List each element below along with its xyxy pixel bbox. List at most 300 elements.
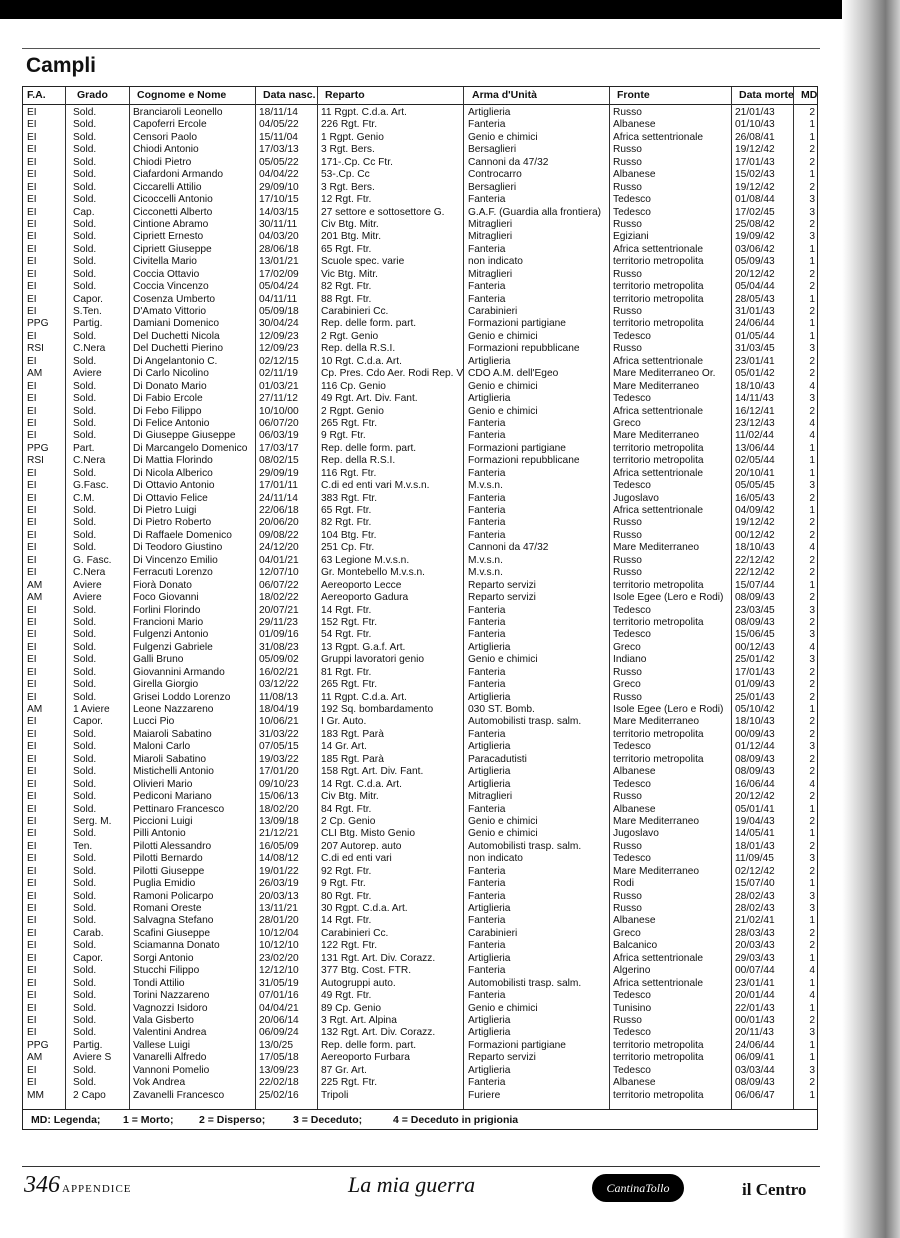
table-cell: Grisei Loddo Lorenzo [133,691,231,703]
table-cell: Artiglieria [468,741,511,753]
table-cell: Genio e chimici [468,131,538,143]
table-cell: Fanteria [468,281,506,293]
table-cell: Di Carlo Nicolino [133,368,209,380]
table-cell: Automobilisti trasp. salm. [468,840,582,852]
table-cell: Cintione Abramo [133,218,209,230]
table-cell: Capoferri Ercole [133,119,207,131]
table-cell: Cannoni da 47/32 [468,156,549,168]
table-cell: 82 Rgt. Ftr. [321,281,372,293]
table-cell: 10/12/04 [259,927,299,939]
table-cell: Cap. [73,206,95,218]
table-cell: Fanteria [468,616,506,628]
table-row [23,841,817,853]
table-cell: Fanteria [468,728,506,740]
table-cell: 18/02/20 [259,803,299,815]
table-cell: 22/12/42 [735,567,775,579]
table-cell: 29/09/10 [259,181,299,193]
table-cell: Automobilisti trasp. salm. [468,977,582,989]
table-cell: 19/12/42 [735,517,775,529]
table-cell: Fanteria [468,119,506,131]
table-cell: 3 [809,1027,815,1039]
table-cell: Sold. [73,691,97,703]
table-cell: PPG [27,318,49,330]
table-body [23,107,817,1102]
table-cell: 14/08/12 [259,853,299,865]
table-cell: 28/06/18 [259,243,299,255]
table-cell: 49 Rgt. Art. Div. Fant. [321,393,418,405]
table-cell: 21/12/21 [259,828,299,840]
table-cell: 2 [809,716,815,728]
table-cell: S.Ten. [73,306,102,317]
table-cell: Sold. [73,467,97,479]
table-cell: 3 [809,393,815,405]
table-cell: Fanteria [468,990,506,1002]
table-cell: 05/04/44 [735,281,775,293]
table-row [23,281,817,293]
table-cell: 22/06/18 [259,505,299,516]
table-cell: 04/04/22 [259,169,299,181]
table-cell: Fanteria [468,865,506,877]
table-cell: 18/01/43 [735,840,775,852]
table-cell: EI [27,268,37,280]
table-cell: EI [27,915,37,927]
table-cell: 04/03/20 [259,231,299,243]
table-cell: 08/09/43 [735,616,775,628]
table-cell: Artiglieria [468,393,511,405]
table-cell: 1 [809,878,815,890]
table-cell: 11/08/13 [259,691,298,703]
table-cell: 20/01/44 [735,990,775,1002]
table-cell: Carabinieri Cc. [321,927,389,939]
table-cell: Albanese [613,766,656,778]
table-row [23,1027,817,1039]
table-cell: Sold. [73,666,97,678]
table-cell: Leone Nazzareno [133,704,214,715]
table-cell: 25/02/16 [259,1089,299,1101]
table-cell: Africa settentrionale [613,355,704,367]
column-header: Grado [77,89,108,101]
table-cell: Russo [613,156,642,168]
table-cell: Stucchi Filippo [133,965,200,977]
table-cell: EI [27,218,37,230]
table-row [23,157,817,169]
table-cell: Mare Mediterraneo [613,865,700,877]
table-cell: EI [27,616,37,628]
table-cell: 30/04/24 [259,318,299,330]
table-cell: Pettinaro Francesco [133,803,225,815]
page-number-value: 346 [24,1172,60,1198]
table-cell: Di Fabio Ercole [133,393,203,405]
table-cell: Sold. [73,542,97,554]
table-cell: 2 [809,766,815,778]
table-row [23,1090,817,1102]
table-cell: 04/05/22 [259,119,299,131]
table-cell: 152 Rgt. Ftr. [321,616,378,628]
table-cell: Vagnozzi Isidoro [133,1002,208,1014]
table-cell: 207 Autorep. auto [321,840,402,852]
table-cell: 28/05/43 [735,293,775,305]
table-cell: Rep. delle form. part. [321,442,417,454]
table-cell: 14 Rgt. C.d.a. Art. [321,778,402,790]
table-cell: Tedesco [613,741,651,753]
table-cell: Mitraglieri [468,218,513,230]
table-cell: Genio e chimici [468,1002,538,1014]
table-cell: 09/08/22 [259,529,299,541]
table-row [23,144,817,156]
table-row [23,629,817,641]
table-cell: 01/05/44 [735,330,775,342]
table-cell: EI [27,965,37,977]
table-cell: 12/07/10 [259,567,299,579]
table-cell: 08/09/43 [735,753,775,765]
table-row [23,1040,817,1052]
table-cell: 1 [809,952,815,964]
column-header: Arma d'Unità [472,89,537,101]
table-cell: 2 [809,592,815,604]
table-cell: Aviere [73,592,102,604]
table-cell: C.M. [73,492,95,504]
table-cell: 18/02/22 [259,592,299,604]
table-cell: 12/09/23 [259,343,299,355]
table-cell: Fanteria [468,194,506,206]
table-cell: Fanteria [468,505,506,516]
table-cell: 14 Gr. Art. [321,741,367,753]
table-row [23,231,817,243]
table-cell: M.v.s.n. [468,554,503,566]
table-cell: 9 Rgt. Ftr. [321,878,366,890]
table-cell: Sold. [73,268,97,280]
table-cell: Sciamanna Donato [133,940,220,952]
table-cell: 4 [809,542,815,554]
table-cell: Carab. [73,927,104,939]
table-cell: 12 Rgt. Ftr. [321,194,372,206]
table-cell: Fanteria [468,1077,506,1089]
table-cell: Capor. [73,952,104,964]
table-header [23,87,817,105]
table-cell: Tedesco [613,604,651,616]
table-cell: Tripoli [321,1089,349,1101]
table-cell: EI [27,393,37,405]
table-cell: Partig. [73,318,103,330]
table-cell: territorio metropolita [613,1089,704,1101]
table-cell: 1 [809,256,815,268]
table-cell: Fanteria [468,492,506,504]
table-cell: EI [27,1064,37,1076]
table-cell: 3 [809,903,815,914]
table-cell: territorio metropolita [613,256,704,268]
table-cell: EI [27,380,37,392]
table-row [23,194,817,206]
table-cell: Damiani Domenico [133,318,220,330]
table-cell: Russo [613,666,642,678]
table-cell: 24/11/14 [259,492,298,504]
table-cell: Russo [613,903,642,914]
table-cell: 16/05/43 [735,492,775,504]
table-cell: 4 [809,380,815,392]
table-cell: 15/02/43 [735,169,775,181]
title-rule [22,48,820,49]
table-row [23,306,817,318]
table-cell: EI [27,666,37,678]
table-cell: 11/02/44 [735,430,774,442]
table-cell: 4 [809,641,815,653]
table-cell: EI [27,256,37,268]
table-cell: Civ Btg. Mitr. [321,791,379,803]
table-cell: 13/0/25 [259,1039,293,1051]
table-cell: 05/10/42 [735,704,775,715]
table-cell: 16/12/41 [735,405,775,417]
table-cell: 18/10/43 [735,542,775,554]
table-cell: Pilotti Alessandro [133,840,212,852]
table-cell: Tondi Attilio [133,977,185,989]
table-cell: 12/12/10 [259,965,299,977]
table-cell: EI [27,828,37,840]
table-cell: Tedesco [613,480,651,492]
table-cell: 20/03/43 [735,940,775,952]
table-cell: 63 Legione M.v.s.n. [321,554,410,566]
md-legend [23,1109,817,1130]
table-cell: 4 [809,430,815,442]
table-cell: EI [27,517,37,529]
table-cell: PPG [27,442,49,454]
table-cell: Tedesco [613,778,651,790]
table-cell: 17/01/11 [259,480,298,492]
table-cell: 183 Rgt. Parà [321,728,384,740]
table-cell: 04/04/21 [259,1002,299,1014]
table-cell: 27 settore e sottosettore G. [321,206,445,218]
table-cell: EI [27,567,37,579]
table-cell: 4 [809,778,815,790]
table-cell: Sold. [73,766,97,778]
table-cell: Artiglieria [468,355,511,367]
table-cell: 05/01/42 [735,368,775,380]
table-cell: Fanteria [468,243,506,255]
table-cell: 01/03/21 [259,380,299,392]
table-cell: EI [27,430,37,442]
table-cell: 11 Rgpt. C.d.a. Art. [321,691,407,703]
table-cell: Capor. [73,716,104,728]
table-cell: Sold. [73,990,97,1002]
table-cell: Civitella Mario [133,256,197,268]
table-cell: 53-.Cp. Cc [321,169,370,181]
table-cell: territorio metropolita [613,728,704,740]
table-cell: Russo [613,791,642,803]
table-cell: 29/09/19 [259,467,299,479]
table-cell: 2 [809,691,815,703]
table-cell: 21/01/43 [735,107,775,118]
table-cell: Mare Mediterraneo [613,542,700,554]
table-cell: Artiglieria [468,778,511,790]
table-cell: 225 Rgt. Ftr. [321,1077,378,1089]
table-cell: 05/01/41 [735,803,775,815]
table-cell: Fanteria [468,940,506,952]
table-cell: EI [27,529,37,541]
table-cell: 18/10/43 [735,716,775,728]
table-cell: Tedesco [613,206,651,218]
table-cell: EI [27,1077,37,1089]
table-row [23,207,817,219]
casualty-table [22,86,818,1130]
table-cell: AM [27,704,43,715]
table-cell: Sold. [73,641,97,653]
table-cell: Fanteria [468,915,506,927]
table-cell: Rep. delle form. part. [321,318,417,330]
table-cell: G. Fasc. [73,554,112,566]
table-cell: Tunisino [613,1002,652,1014]
table-cell: 1 [809,330,815,342]
table-cell: 2 [809,529,815,541]
table-cell: AM [27,579,43,591]
table-cell: 23/01/41 [735,977,775,989]
table-row [23,169,817,181]
table-cell: Di Nicola Alberico [133,467,213,479]
table-cell: Russo [613,691,642,703]
table-row [23,468,817,480]
table-cell: Isole Egee (Lero e Rodi) [613,592,724,604]
table-row [23,356,817,368]
table-cell: Sold. [73,417,97,429]
table-cell: Vanarelli Alfredo [133,1052,207,1064]
table-row [23,455,817,467]
table-cell: 65 Rgt. Ftr. [321,243,372,255]
table-row [23,878,817,890]
table-cell: 10/10/00 [259,405,299,417]
table-cell: Fulgenzi Antonio [133,629,209,641]
table-cell: 23/01/41 [735,355,775,367]
table-cell: Francioni Mario [133,616,204,628]
table-cell: EI [27,417,37,429]
table-cell: Artiglieria [468,1027,511,1039]
table-cell: 23/03/45 [735,604,775,616]
table-cell: 01/12/44 [735,741,775,753]
table-cell: Sold. [73,131,97,143]
table-cell: Russo [613,1014,642,1026]
table-cell: 19/09/42 [735,231,775,243]
table-cell: Albanese [613,169,656,181]
table-row [23,331,817,343]
table-cell: 31/08/23 [259,641,299,653]
table-cell: 2 [809,865,815,877]
table-cell: 1 Aviere [73,704,110,715]
table-cell: EI [27,803,37,815]
table-cell: Puglia Emidio [133,878,196,890]
table-cell: Di Donato Mario [133,380,207,392]
table-cell: 82 Rgt. Ftr. [321,517,372,529]
table-row [23,965,817,977]
table-cell: Sold. [73,679,97,691]
table-cell: 116 Rgt. Ftr. [321,467,377,479]
table-cell: 03/06/42 [735,243,775,255]
table-cell: 2 [809,616,815,628]
table-row [23,978,817,990]
table-cell: Mare Mediterraneo [613,430,700,442]
table-cell: 20/06/14 [259,1014,299,1026]
table-cell: Fiorà Donato [133,579,192,591]
legend-label: MD: Legenda; [31,1114,101,1126]
table-row [23,393,817,405]
table-cell: 4 [809,417,815,429]
table-row [23,766,817,778]
table-row [23,244,817,256]
table-cell: RSI [27,455,44,467]
table-cell: Vala Gisberto [133,1014,194,1026]
table-cell: EI [27,853,37,865]
table-cell: 31/05/19 [259,977,299,989]
table-cell: 030 ST. Bomb. [468,704,535,715]
table-cell: 9 Rgt. Ftr. [321,430,366,442]
table-cell: 3 [809,343,815,355]
table-row [23,754,817,766]
table-cell: 1 [809,1089,815,1101]
table-cell: 29/11/23 [259,616,298,628]
table-cell: Sold. [73,529,97,541]
table-row [23,1077,817,1089]
table-cell: EI [27,194,37,206]
table-cell: 3 [809,480,815,492]
table-cell: EI [27,293,37,305]
table-cell: 171-.Cp. Cc Ftr. [321,156,393,168]
table-cell: 18/11/14 [259,107,298,118]
table-cell: EI [27,231,37,243]
table-cell: EI [27,131,37,143]
table-cell: 2 [809,181,815,193]
table-cell: Africa settentrionale [613,131,704,143]
table-cell: 17/01/20 [259,766,299,778]
legend-item-2: 2 = Disperso; [199,1114,266,1126]
table-cell: C.di ed enti vari [321,853,392,865]
table-cell: EI [27,641,37,653]
table-cell: Sold. [73,156,97,168]
table-cell: Formazioni partigiane [468,1039,566,1051]
table-cell: 26/08/41 [735,131,775,143]
table-cell: 2 [809,1014,815,1026]
table-cell: Algerino [613,965,651,977]
table-cell: EI [27,554,37,566]
table-cell: Vannoni Pomelio [133,1064,210,1076]
table-cell: Di Raffaele Domenico [133,529,232,541]
table-cell: 3 [809,1064,815,1076]
table-cell: Africa settentrionale [613,505,704,516]
table-cell: Russo [613,554,642,566]
table-cell: 17/10/15 [259,194,299,206]
table-cell: 1 Rgpt. Genio [321,131,384,143]
table-cell: Sold. [73,405,97,417]
column-header: MD [801,89,818,101]
table-cell: Chiodi Pietro [133,156,192,168]
table-cell: Greco [613,641,641,653]
table-cell: 20/10/41 [735,467,775,479]
table-cell: 1 [809,455,815,467]
table-cell: Formazioni partigiane [468,318,566,330]
table-cell: 25/01/43 [735,691,775,703]
table-cell: Cicoccelli Antonio [133,194,213,206]
table-cell: 1 [809,1002,815,1014]
table-cell: Aviere S [73,1052,112,1064]
table-cell: Girella Giorgio [133,679,199,691]
table-cell: Di Pietro Roberto [133,517,212,529]
table-row [23,555,817,567]
table-cell: Mistichelli Antonio [133,766,214,778]
table-cell: Rep. della R.S.I. [321,455,396,467]
table-row [23,791,817,803]
table-cell: 3 [809,890,815,902]
table-cell: 2 [809,218,815,230]
table-cell: 3 [809,654,815,666]
table-cell: Russo [613,107,642,118]
table-cell: Africa settentrionale [613,467,704,479]
table-cell: 19/04/43 [735,815,775,827]
table-cell: Di Ottavio Felice [133,492,208,504]
